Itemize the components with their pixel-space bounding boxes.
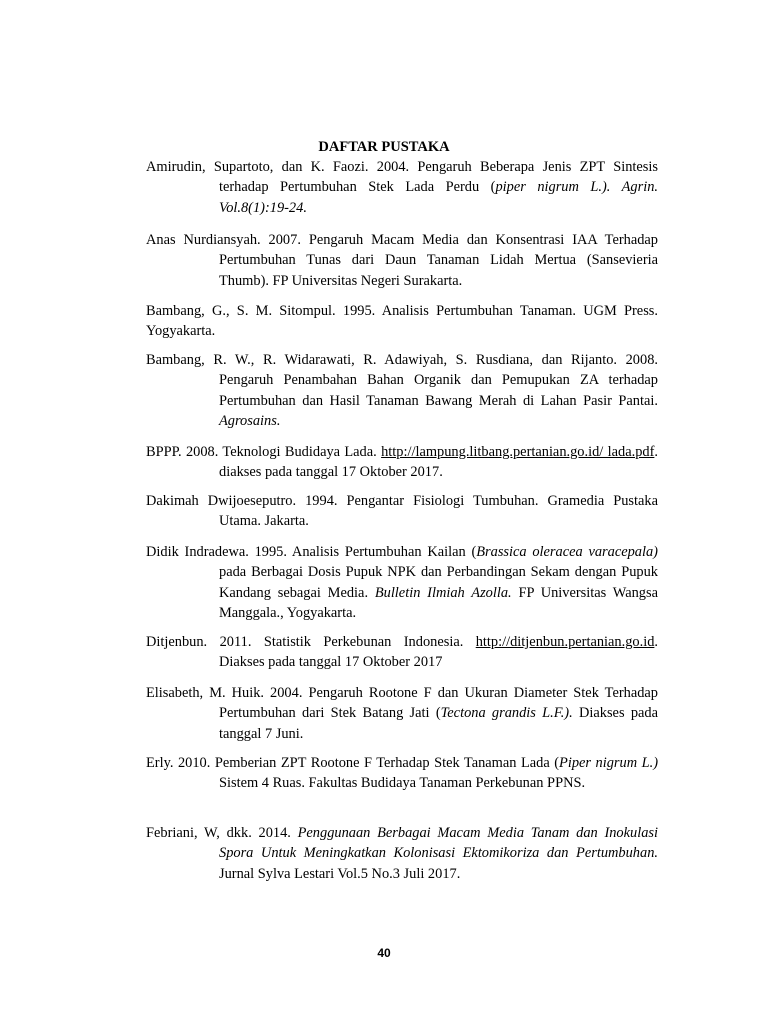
reference-text: Erly. 2010. Pemberian ZPT Rootone F Terhadap Stek Tanaman Lada ( (146, 755, 560, 771)
reference-didik (146, 542, 658, 624)
reference-text: Diakses pada tanggal 7 Juni. (219, 705, 658, 742)
reference-text: pada Berbagai Dosis Pupuk NPK dan Perbandingan Sekam dengan Pupuk Kandang sebagai Media. (219, 564, 658, 601)
reference-italic-text: Agrosains. (219, 413, 281, 430)
reference-text: Dakimah Dwijoeseputro. 1994. Pengantar Fisiologi Tumbuhan. Gramedia Pustaka Utama. Jakarta. (146, 493, 658, 530)
reference-italic-text: Tectona grandis L.F.). (440, 705, 573, 722)
reference-text: . diakses pada tanggal 17 Oktober 2017. (219, 444, 658, 481)
reference-dakimah (146, 491, 658, 532)
page-number: 40 (377, 946, 391, 960)
reference-italic-text: Piper nigrum L.) (559, 755, 658, 771)
reference-italic-text: piper nigrum L.). Agrin. Vol.8(1):19-24. (219, 179, 658, 216)
reference-febriani (146, 823, 658, 884)
reference-text: Sistem 4 Ruas. Fakultas Budidaya Tanaman Perkebunan PPNS. (219, 775, 586, 792)
reference-text: BPPP. 2008. Teknologi Budidaya Lada. (146, 444, 382, 460)
reference-text: FP Universitas Wangsa Manggala., Yogyakarta. (219, 584, 658, 622)
reference-text: Bambang, G., S. M. Sitompul. 1995. Analisis Pertumbuhan Tanaman. UGM Press. Yogyakarta. (146, 303, 658, 340)
reference-bambang-g (146, 301, 658, 342)
reference-bppp (146, 442, 658, 483)
reference-anas (146, 230, 658, 291)
reference-italic-text: Bulletin Ilmiah Azolla. (374, 584, 512, 601)
page-title: DAFTAR PUSTAKA (318, 139, 450, 155)
reference-text: Bambang, R. W., R. Widarawati, R. Adawiyah, S. Rusdiana, dan Rijanto. 2008. Pengaruh Penambahan Bahan Organik dan Pemupukan ZA terhadap Pertumbuhan dan Hasil Tanaman Bawang Merah di Lahan Pasir Pantai. (146, 352, 658, 409)
reference-italic-text: Brassica oleracea varacepala) (476, 544, 658, 560)
reference-link[interactable]: http://ditjenbun.pertanian.go.id (475, 634, 655, 650)
reference-elisabeth (146, 683, 658, 744)
reference-ditjenbun (146, 632, 658, 673)
reference-text: Elisabeth, M. Huik. 2004. Pengaruh Rootone F dan Ukuran Diameter Stek Terhadap Pertumbuhan dari Stek Batang Jati ( (146, 685, 658, 722)
reference-text: Didik Indradewa. 1995. Analisis Pertumbuhan Kailan ( (146, 544, 477, 560)
reference-bambang-r (146, 350, 658, 432)
reference-amirudin (146, 157, 658, 218)
reference-text: Jurnal Sylva Lestari Vol.5 No.3 Juli 2017. (219, 865, 461, 882)
reference-text: Ditjenbun. 2011. Statistik Perkebunan Indonesia. (146, 634, 476, 650)
reference-italic-text: Penggunaan Berbagai Macam Media Tanam dan Inokulasi Spora Untuk Meningkatkan Kolonisasi Ektomikoriza dan Pertumbuhan. (219, 825, 659, 862)
reference-text: Anas Nurdiansyah. 2007. Pengaruh Macam Media dan Konsentrasi IAA Terhadap Pertumbuhan Tunas dari Daun Tanaman Lidah Mertua (Sansevieria Thumb). FP Universitas Negeri Surakarta. (146, 232, 658, 289)
reference-link[interactable]: http://lampung.litbang.pertanian.go.id/ lada.pdf (381, 444, 655, 460)
reference-erly (146, 753, 658, 794)
reference-text: . Diakses pada tanggal 17 Oktober 2017 (219, 634, 658, 671)
reference-text: Amirudin, Supartoto, dan K. Faozi. 2004. Pengaruh Beberapa Jenis ZPT Sintesis terhadap Pertumbuhan Stek Lada Perdu ( (146, 159, 658, 196)
reference-text: Febriani, W, dkk. 2014. (146, 825, 298, 841)
